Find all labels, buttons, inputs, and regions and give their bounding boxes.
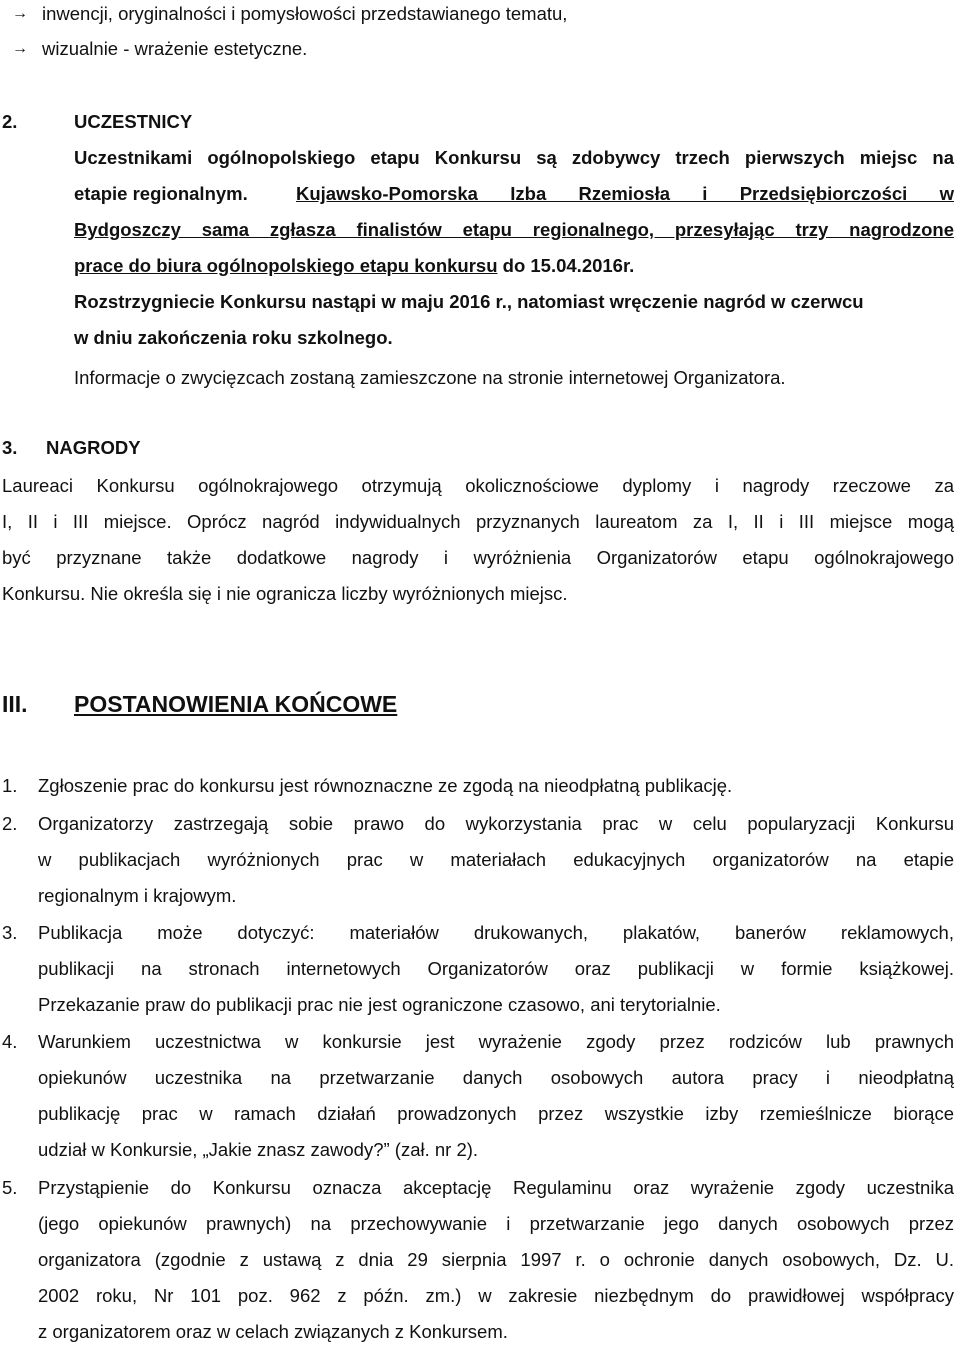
item-line: publikację prac w ramach działań prowadzonych przez wszystkie izby rzemieślnicze biorące [38,1103,954,1124]
item-line: 2002 roku, Nr 101 poz. 962 z późn. zm.) w zakresie niezbędnym do prawidłowej współpracy [38,1285,954,1306]
paragraph-line: etapie regionalnym. [74,183,248,204]
paragraph-line: Konkursu. Nie określa się i nie ogranicza liczby wyróżnionych miejsc. [2,583,568,604]
item-line: Organizatorzy zastrzegają sobie prawo do wykorzystania prac w celu popularyzacji Konkursu [38,813,954,834]
section-heading: UCZESTNICY [74,111,193,132]
item-line: Warunkiem uczestnictwa w konkursie jest wyrażenie zgody przez rodziców lub prawnych [38,1031,954,1052]
paragraph-line: I, II i III miejsce. Oprócz nagród indywidualnych przyznanych laureatom za I, II i III miejsce mogą [2,511,954,532]
section-number: 2. [2,111,18,132]
bullet-text: inwencji, oryginalności i pomysłowości przedstawianego tematu, [42,3,568,24]
paragraph-line: Bydgoszczy sama zgłasza finalistów etapu regionalnego, przesyłając trzy nagrodzone [74,219,954,240]
paragraph-line: być przyznane także dodatkowe nagrody i wyróżnienia Organizatorów etapu ogólnokrajowego [2,547,954,568]
item-number: 1. [2,775,18,796]
item-line: Przekazanie praw do publikacji prac nie jest ograniczone czasowo, ani terytorialnie. [38,994,721,1015]
item-line: w publikacjach wyróżnionych prac w materiałach edukacyjnych organizatorów na etapie [38,849,954,870]
item-line: z organizatorem oraz w celach związanych z Konkursem. [38,1321,508,1342]
item-line: Publikacja może dotyczyć: materiałów drukowanych, plakatów, banerów reklamowych, [38,922,954,943]
item-line: (jego opiekunów prawnych) na przechowywanie i przetwarzanie jego danych osobowych przez [38,1213,954,1234]
item-line: Zgłoszenie prac do konkursu jest równoznaczne ze zgodą na nieodpłatną publikację. [38,775,733,796]
item-number: 4. [2,1031,18,1052]
item-number: 3. [2,922,18,943]
arrow-icon: → [12,40,28,57]
item-line: Przystąpienie do Konkursu oznacza akceptację Regulaminu oraz wyrażenie zgody uczestnika [38,1177,954,1198]
item-line: udział w Konkursie, „Jakie znasz zawody?” (zał. nr 2). [38,1139,479,1160]
section-number: III. [2,691,28,717]
item-line: regionalnym i krajowym. [38,885,237,906]
item-number: 2. [2,813,18,834]
section-number: 3. [2,437,18,458]
section-heading: NAGRODY [46,437,141,458]
item-line: publikacji na stronach internetowych Organizatorów oraz publikacji w formie książkowej. [38,958,954,979]
paragraph-line: prace do biura ogólnopolskiego etapu konkursu do 15.04.2016r. [74,255,635,276]
paragraph-line: w dniu zakończenia roku szkolnego. [74,327,393,348]
section-heading: POSTANOWIENIA KOŃCOWE [74,691,398,717]
paragraph-line: Uczestnikami ogólnopolskiego etapu Konkursu są zdobywcy trzech pierwszych miejsc na [74,147,954,168]
paragraph-line: Laureaci Konkursu ogólnokrajowego otrzymują okolicznościowe dyplomy i nagrody rzeczowe za [2,475,954,496]
item-number: 5. [2,1177,18,1198]
item-line: organizatora (zgodnie z ustawą z dnia 29 sierpnia 1997 r. o ochronie danych osobowych, Dz. U. [38,1249,954,1270]
item-line: opiekunów uczestnika na przetwarzanie danych osobowych autora pracy i nieodpłatną [38,1067,954,1088]
paragraph-line: Informacje o zwycięzcach zostaną zamieszczone na stronie internetowej Organizatora. [74,367,786,388]
arrow-icon: → [12,5,28,22]
bullet-text: wizualnie - wrażenie estetyczne. [42,38,308,59]
paragraph-line: Rozstrzygniecie Konkursu nastąpi w maju 2016 r., natomiast wręczenie nagród w czerwcu [74,291,864,312]
paragraph-line: Kujawsko-Pomorska Izba Rzemiosła i Przedsiębiorczości w [296,183,954,204]
